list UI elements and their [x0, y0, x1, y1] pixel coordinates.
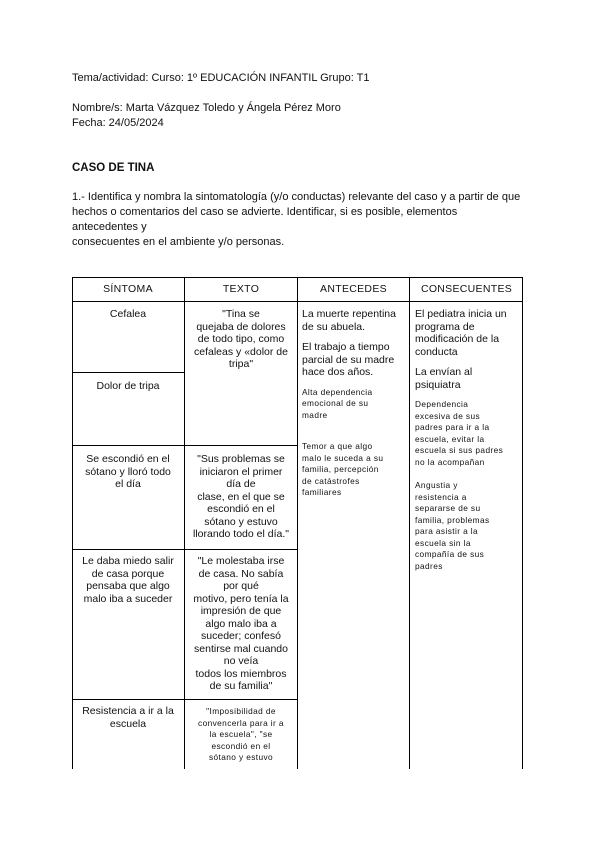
- cell-line: para asistir a la: [415, 526, 479, 536]
- header-consecuentes: CONSECUENTES: [420, 283, 513, 295]
- header-sintoma: SÍNTOMA: [103, 283, 153, 295]
- cell-line: "Imposibilidad de: [206, 706, 276, 716]
- cell-line: Alta dependencia: [302, 386, 373, 397]
- cell-line: resistencia a: [415, 491, 467, 502]
- cell-line: escondió en el: [211, 740, 271, 751]
- symptom-resistencia: [72, 705, 184, 730]
- column-divider: [409, 277, 410, 769]
- cell-line: malo le suceda a su: [302, 452, 384, 463]
- antecedente-dependencia: [302, 387, 408, 422]
- cell-line: parcial de su madre: [302, 353, 395, 366]
- cell-line: suceder; confesó: [201, 630, 281, 642]
- cell-line: Cefalea: [109, 308, 147, 320]
- cell-line: motivo, pero tenía la: [193, 592, 289, 605]
- cell-line: compañía de sus: [415, 549, 485, 559]
- texto-cefalea: [185, 308, 297, 371]
- cell-line: Le daba miedo salir: [82, 555, 174, 567]
- cell-line: cefaleas y «dolor de: [194, 345, 288, 358]
- cell-line: sentirse mal cuando: [194, 642, 288, 655]
- cell-line: sótano y estuvo: [208, 752, 274, 762]
- header-antecedes: ANTECEDES: [320, 283, 387, 295]
- texto-resistencia: [185, 706, 297, 764]
- cell-line: de casa porque: [91, 567, 165, 580]
- cell-line: "Tina se: [222, 308, 260, 320]
- cell-line: "Sus problemas se: [197, 453, 285, 465]
- cell-line: Se escondió en el: [86, 453, 170, 465]
- cell-line: Dolor de tripa: [96, 380, 160, 392]
- row-divider: [72, 445, 297, 446]
- cell-line: escuela si sus padres: [415, 445, 504, 455]
- cell-line: por qué: [223, 580, 259, 592]
- cell-line: malo iba a suceder: [83, 592, 173, 605]
- consecuente-angustia: [415, 480, 522, 572]
- symptom-se-escondio: [72, 453, 184, 491]
- cell-line: escondió en el: [207, 503, 275, 515]
- cell-line: de su abuela.: [302, 320, 366, 333]
- cell-line: algo malo iba a: [205, 617, 277, 630]
- cell-line: quejaba de dolores: [196, 320, 286, 333]
- column-divider: [297, 277, 298, 769]
- cell-line: escuela, evitar la: [415, 433, 485, 444]
- symptom-table: [72, 277, 523, 769]
- row-divider: [72, 549, 297, 550]
- cell-line: escuela sin la: [415, 537, 471, 548]
- cell-line: Temor a que algo: [302, 441, 373, 451]
- cell-line: de su familia": [209, 680, 273, 692]
- cell-line: madre: [302, 409, 328, 420]
- cell-line: sótano y lloró todo: [85, 465, 171, 478]
- cell-line: llorando todo el día.": [193, 528, 289, 540]
- symptom-miedo-salir: [72, 555, 184, 605]
- cell-line: de casa. No sabía: [198, 567, 284, 580]
- cell-line: de catástrofes: [302, 475, 360, 486]
- cell-line: familia, percepción: [302, 464, 379, 474]
- cell-line: La envían al: [415, 366, 473, 378]
- cell-line: El pediatra inicia un: [415, 308, 507, 320]
- symptom-dolor-tripa: [72, 380, 184, 393]
- cell-line: padres: [415, 560, 443, 571]
- cell-line: impresión de que: [200, 605, 282, 617]
- cell-line: programa de: [415, 320, 475, 333]
- cell-line: emocional de su: [302, 398, 369, 408]
- cell-line: "Le molestaba irse: [197, 555, 285, 567]
- texto-se-escondio: [185, 453, 297, 541]
- consecuente-dependencia: [415, 399, 522, 468]
- cell-line: sótano y estuvo: [204, 515, 278, 528]
- cell-line: convencerla para ir a: [198, 717, 284, 728]
- instruction-line: antecedentes y: [72, 221, 147, 233]
- cell-line: excesiva de sus: [415, 410, 481, 421]
- row-divider: [72, 372, 184, 373]
- cell-line: familiares: [302, 487, 342, 497]
- antecedentes-cell: [302, 308, 408, 499]
- consecuentes-cell: [415, 308, 522, 572]
- cell-line: tripa": [228, 358, 254, 370]
- instruction-line: consecuentes en el ambiente y/o personas.: [72, 236, 285, 248]
- cell-line: Resistencia a ir a la: [82, 705, 174, 717]
- cell-line: La muerte repentina: [302, 308, 396, 320]
- cell-line: no la acompañan: [415, 456, 485, 467]
- cell-line: hace dos años.: [302, 366, 374, 378]
- header-tema: Tema/actividad: Curso: 1º EDUCACIÓN INFANTIL Grupo: T1: [72, 72, 370, 84]
- cell-line: Angustia y: [415, 480, 458, 490]
- cell-line: modificación de la: [415, 333, 500, 345]
- cell-line: psiquiatra: [415, 378, 461, 391]
- cell-line: día de: [226, 478, 256, 490]
- header-fecha: Fecha: 24/05/2024: [72, 117, 164, 129]
- cell-line: padres para ir a la: [415, 422, 490, 432]
- cell-line: pensaba que algo: [86, 580, 170, 592]
- cell-line: no veía: [223, 655, 259, 667]
- symptom-cefalea: [72, 308, 184, 321]
- cell-line: familia, problemas: [415, 514, 490, 525]
- antecedente-temor: [302, 441, 408, 499]
- instruction-line: 1.- Identifica y nombra la sintomatología (y/o conductas) relevante del caso y a partir de que: [72, 191, 521, 203]
- cell-line: separarse de su: [415, 503, 481, 513]
- cell-line: conducta: [415, 345, 458, 358]
- cell-line: escuela: [109, 717, 147, 730]
- case-title: CASO DE TINA: [72, 162, 155, 174]
- header-nombres: Nombre/s: Marta Vázquez Toledo y Ángela Pérez Moro: [72, 102, 341, 114]
- texto-miedo-salir: [185, 555, 297, 693]
- cell-line: clase, en el que se: [197, 490, 285, 503]
- row-divider: [72, 699, 297, 700]
- cell-line: El trabajo a tiempo: [302, 341, 390, 353]
- cell-line: de todo tipo, como: [197, 333, 285, 345]
- instruction-line: hechos o comentarios del caso se advierte. Identificar, si es posible, elementos: [72, 206, 458, 218]
- cell-line: todos los miembros: [195, 667, 287, 680]
- cell-line: el día: [115, 478, 141, 490]
- cell-line: iniciaron el primer: [199, 465, 283, 478]
- header-texto: TEXTO: [222, 283, 260, 295]
- instruction-paragraph: [72, 190, 534, 250]
- header-divider: [72, 301, 523, 302]
- cell-line: Dependencia: [415, 399, 469, 409]
- cell-line: la escuela", "se: [209, 729, 273, 739]
